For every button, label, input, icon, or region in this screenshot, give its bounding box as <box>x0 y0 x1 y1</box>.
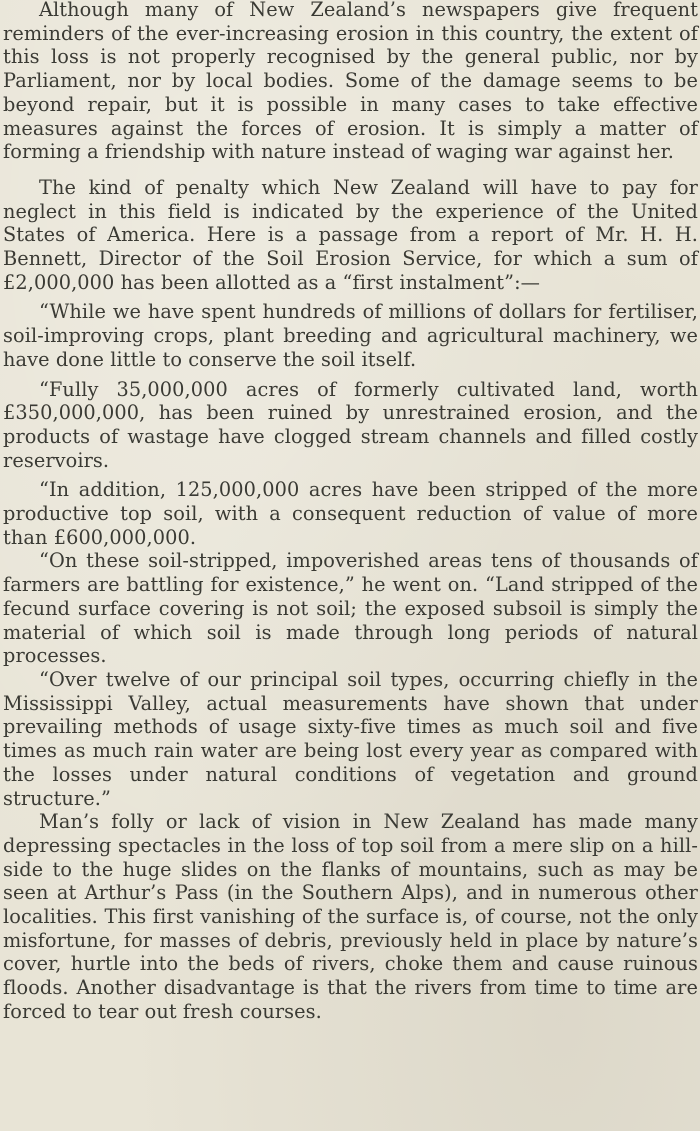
paragraph-erosion-intro: Although many of New Zealand’s newspapers give frequent reminders of the ever-increasing erosion in this country, the extent of this loss is not properly recognised by the general public, nor by Parliament, nor by local bodies. Some of the damage seems to be beyond repair, but it is possible in many cases to take effective measures against the forces of erosion. It is simply a matter of forming a friendship with nature instead of waging war against her. <box>3 0 698 164</box>
quote-soil-stripped-areas: “On these soil-stripped, impoverished areas tens of thousands of farmers are battling for existence,” he went on. “Land stripped of the fecund surface covering is not soil; the exposed subsoil is simply the material of which soil is made through long periods of natural processes. <box>3 549 698 668</box>
paragraph-us-penalty: The kind of penalty which New Zealand will have to pay for neglect in this field is indicated by the experience of the United States of America. Here is a passage from a report of Mr. H. H. Bennett, Director of the Soil Erosion Service, for which a sum of £2,000,000 has been allotted as a “first instalment”:— <box>3 175 698 294</box>
paragraph-new-zealand-folly: Man’s folly or lack of vision in New Zealand has made many depressing spectacles in the loss of top soil from a mere slip on a hill-side to the huge slides on the flanks of mountains, such as may be seen at Arthur’s Pass (in the Southern Alps), and in numerous other localities. This first vanishing of the surface is, of course, not the only misfortune, for masses of debris, previously held in place by nature’s cover, hurtle into the beds of rivers, choke them and cause ruinous floods. Another disadvantage is that the rivers from time to time are forced to tear out fresh courses. <box>3 810 698 1023</box>
quote-fertiliser: “While we have spent hundreds of millions of dollars for fertiliser, soil-improving crops, plant breeding and agricultural machinery, we have done little to conserve the soil itself. <box>3 300 698 371</box>
quote-35-million-acres: “Fully 35,000,000 acres of formerly cultivated land, worth £350,000,000, has been ruined by unrestrained erosion, and the products of wastage have clogged stream channels and filled costly reservoirs. <box>3 377 698 472</box>
quote-125-million-acres: “In addition, 125,000,000 acres have been stripped of the more productive top soil, with a consequent reduction of value of more than £600,000,000. <box>3 478 698 549</box>
quote-mississippi-valley: “Over twelve of our principal soil types, occurring chiefly in the Mississippi Valley, actual measurements have shown that under prevailing methods of usage sixty-five times as much soil and five times as much rain water are being lost every year as compared with the losses under natural conditions of vegetation and ground structure.” <box>3 667 698 810</box>
article-text <box>3 0 698 1024</box>
